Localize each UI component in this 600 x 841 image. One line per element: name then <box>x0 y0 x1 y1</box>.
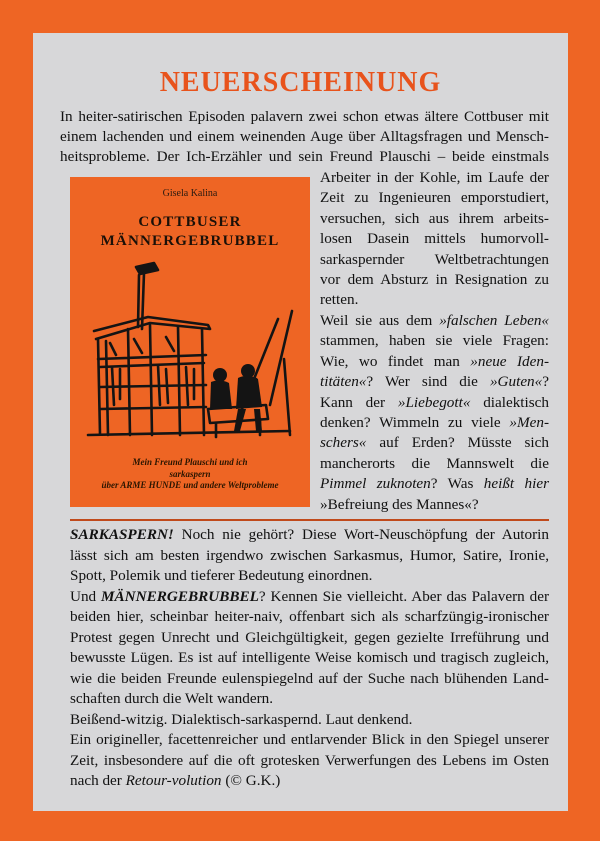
right-column-line: stammen, haben sie viele Fragen: <box>320 332 549 349</box>
intro-line: einem lachenden und einem weinenden Auge über Alltagsfragen und Mensch- <box>60 128 549 145</box>
body-line: schaften durch die Welt wandern. <box>70 690 274 707</box>
cover-title-line: MÄNNERGEBRUBBEL <box>100 233 280 249</box>
body-line: bewusste Lügen. Es ist auf intelligente Weise komisch und tragisch zugleich, <box>70 649 549 666</box>
right-column-line: Kann der »Liebegott« dialektisch <box>320 394 549 411</box>
body-line: beiden hier, scheinbar heiter-naiv, offenbart sich als scharfzüngig-ironischer <box>70 608 549 625</box>
right-column-line: sarkaspernder Weltbetrachtungen <box>320 251 549 268</box>
intro-line: heitsprobleme. Der Ich-Erzähler und sein Freund Plauschi – beide einstmals <box>60 148 549 165</box>
right-column-line: losen Dasein mittels humorvoll- <box>320 230 549 247</box>
right-column-line: Pimmel zuknoten? Was heißt hier <box>320 475 549 492</box>
book-cover <box>70 177 310 507</box>
body-line: Spott, Polemik und tieferer Bedeutung einordnen. <box>70 567 373 584</box>
body-line: SARKASPERN! Noch nie gehört? Diese Wort-Neuschöpfung der Autorin <box>70 526 549 543</box>
body-line: Protest gegen Unrecht und Gleichgültigkeit, gegen gezielte Irreführung und <box>70 629 549 646</box>
body-line: Ein origineller, facettenreicher und entlarvender Blick in den Spiegel unserer <box>70 731 549 748</box>
right-column-line: Weil sie aus dem »falschen Leben« <box>320 312 550 329</box>
cover-subtitle-line: über ARME HUNDE und andere Weltprobleme <box>101 480 279 490</box>
content-panel <box>33 33 568 811</box>
body-line: Beißend-witzig. Dialektisch-sarkaspernd. Laut denkend. <box>70 711 413 728</box>
body-line: lässt sich am besten irgendwo zwischen Sarkasmus, Humor, Satire, Ironie, <box>70 547 549 564</box>
body-line: nach der Retour-volution (© G.K.) <box>70 772 281 789</box>
right-column-line: mancherorts die Mannswelt die <box>320 455 549 472</box>
right-column-line: titäten«? Wer sind die »Guten«? <box>320 373 549 390</box>
body-line: wie die beiden Freunde eulenspiegelnd auf der Suche nach blühenden Land- <box>70 670 549 687</box>
body-line: Und MÄNNERGEBRUBBEL? Kennen Sie vielleicht. Aber das Palavern der <box>70 588 550 605</box>
cover-illustration <box>70 259 310 449</box>
cover-subtitle-line: sarkaspern <box>169 468 211 479</box>
body-line: Zeit, insbesondere auf die oft grotesken Verwerfungen des Lebens im Osten <box>70 752 549 769</box>
page-title: NEUERSCHEINUNG <box>159 67 442 98</box>
section-divider <box>70 519 549 521</box>
right-column-line: Zeit zu Ingenieuren emporstudiert, <box>320 189 549 206</box>
cover-subtitle-line: Mein Freund Plauschi und ich <box>132 457 248 467</box>
right-column-line: Wie, wo findet man »neue Iden- <box>320 353 550 370</box>
right-column-line: schers« auf Erden? Müsste sich <box>320 434 549 451</box>
right-column-line: versuchen, sich aus ihrem arbeits- <box>320 210 549 227</box>
right-column-line: retten. <box>320 291 359 308</box>
right-column-line: denken? Wimmeln zu viele »Men- <box>320 414 549 431</box>
right-column-line: »Befreiung des Mannes«? <box>320 496 479 513</box>
cover-author: Gisela Kalina <box>162 188 218 199</box>
right-column-line: Arbeiter in der Kohle, im Laufe der <box>320 169 549 186</box>
cover-title <box>70 213 310 251</box>
intro-line: In heiter-satirischen Episoden palavern zwei schon etwas ältere Cottbuser mit <box>60 108 549 125</box>
cover-subtitle <box>70 457 310 492</box>
right-column-line: vor dem Absturz in Resignation zu <box>320 271 549 288</box>
cover-title-line: COTTBUSER <box>138 214 242 230</box>
